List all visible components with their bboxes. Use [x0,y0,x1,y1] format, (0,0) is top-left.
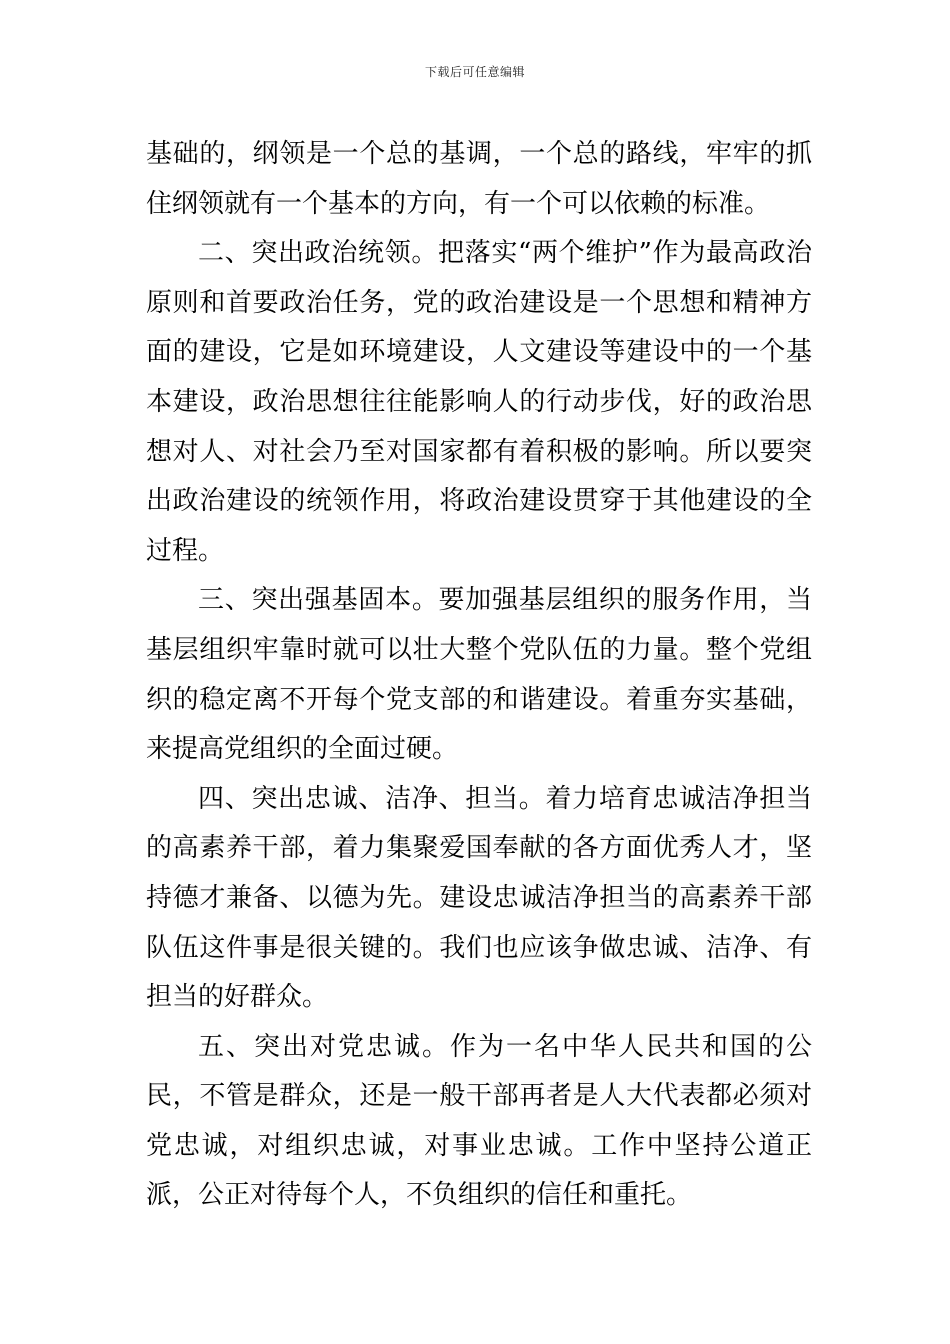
paragraph-1: 基础的，纲领是一个总的基调，一个总的路线，牢牢的抓住纲领就有一个基本的方向，有一个可以依赖的标准。 [146,139,812,219]
paragraph-4: 四、突出忠诚、洁净、担当。着力培育忠诚洁净担当的高素养干部，着力集聚爱国奉献的各方面优秀人才，坚持德才兼备、以德为先。建设忠诚洁净担当的高素养干部队伍这件事是很关键的。我们也应该争做忠诚、洁净、有担当的好群众。 [146,783,812,1013]
page-header: 下载后可任意编辑 [424,65,525,79]
paragraph-3: 三、突出强基固本。要加强基层组织的服务作用，当基层组织牢靠时就可以壮大整个党队伍的力量。整个党组织的稳定离不开每个党支部的和谐建设。着重夯实基础，来提高党组织的全面过硬。 [146,585,812,765]
paragraph-5: 五、突出对党忠诚。作为一名中华人民共和国的公民，不管是群众，还是一般干部再者是人大代表都必须对党忠诚，对组织忠诚，对事业忠诚。工作中坚持公道正派，公正对待每个人，不负组织的信任和重托。 [146,1031,812,1211]
paragraph-2: 二、突出政治统领。把落实“两个维护”作为最高政治原则和首要政治任务，党的政治建设是一个思想和精神方面的建设，它是如环境建设，人文建设等建设中的一个基本建设，政治思想往往能影响人的行动步伐，好的政治思想对人、对社会乃至对国家都有着积极的影响。所以要突出政治建设的统领作用，将政治建设贯穿于其他建设的全过程。 [146,238,812,566]
document-body [146,130,812,1221]
